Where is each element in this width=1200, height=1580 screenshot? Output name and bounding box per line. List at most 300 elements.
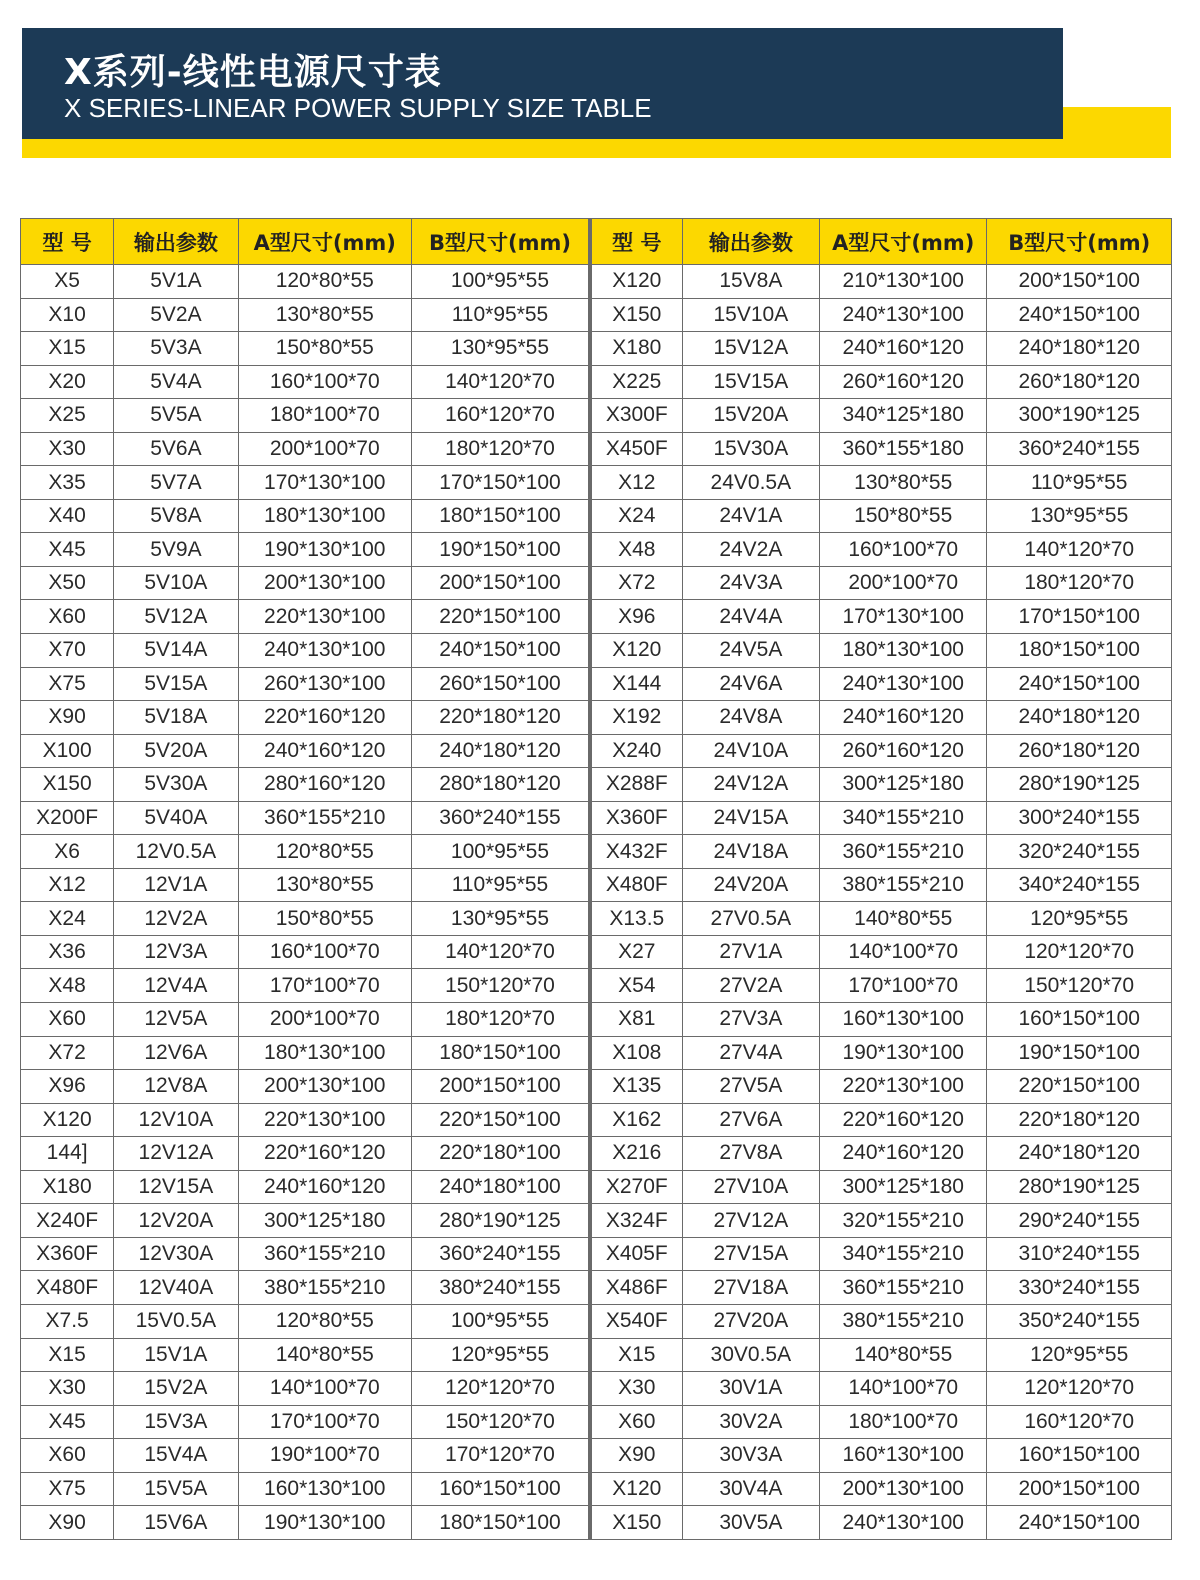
size-table — [20, 218, 1172, 1540]
table-row — [21, 1304, 1172, 1338]
model-cell: X60 — [21, 1003, 114, 1037]
model-cell: X96 — [21, 1070, 114, 1104]
a-size-cell: 180*100*70 — [238, 399, 411, 433]
b-size-cell: 110*95*55 — [987, 466, 1172, 500]
output-cell: 27V5A — [682, 1070, 819, 1104]
model-cell: X20 — [21, 365, 114, 399]
model-cell: X24 — [21, 902, 114, 936]
b-size-cell: 180*120*70 — [987, 566, 1172, 600]
output-cell: 12V5A — [114, 1003, 238, 1037]
table-row — [21, 566, 1172, 600]
output-cell: 5V1A — [114, 265, 238, 299]
model-cell: X450F — [590, 432, 682, 466]
output-cell: 27V3A — [682, 1003, 819, 1037]
page-title: X系列-线性电源尺寸表 — [64, 52, 442, 93]
output-cell: 5V15A — [114, 667, 238, 701]
output-cell: 27V15A — [682, 1237, 819, 1271]
a-size-cell: 240*160*120 — [820, 701, 987, 735]
b-size-cell: 240*150*100 — [987, 667, 1172, 701]
table-row — [21, 1137, 1172, 1171]
output-cell: 15V8A — [682, 265, 819, 299]
model-cell: X70 — [21, 634, 114, 668]
b-size-cell: 360*240*155 — [411, 801, 589, 835]
table-row — [21, 265, 1172, 299]
output-cell: 27V2A — [682, 969, 819, 1003]
b-size-cell: 150*120*70 — [411, 1405, 589, 1439]
b-size-cell: 220*180*100 — [411, 1137, 589, 1171]
a-size-cell: 340*155*210 — [820, 801, 987, 835]
output-cell: 5V6A — [114, 432, 238, 466]
model-cell: X300F — [590, 399, 682, 433]
model-cell: X60 — [21, 600, 114, 634]
a-size-cell: 320*155*210 — [820, 1204, 987, 1238]
a-size-cell: 200*130*100 — [820, 1472, 987, 1506]
output-cell: 27V0.5A — [682, 902, 819, 936]
table-row — [21, 768, 1172, 802]
model-cell: X150 — [590, 1506, 682, 1540]
output-cell: 24V15A — [682, 801, 819, 835]
b-size-cell: 220*150*100 — [987, 1070, 1172, 1104]
header-output-right: 输出参数 — [682, 219, 819, 265]
output-cell: 12V4A — [114, 969, 238, 1003]
output-cell: 15V15A — [682, 365, 819, 399]
output-cell: 5V14A — [114, 634, 238, 668]
b-size-cell: 240*180*120 — [987, 332, 1172, 366]
b-size-cell: 190*150*100 — [987, 1036, 1172, 1070]
b-size-cell: 320*240*155 — [987, 835, 1172, 869]
output-cell: 12V3A — [114, 935, 238, 969]
a-size-cell: 340*155*210 — [820, 1237, 987, 1271]
output-cell: 5V20A — [114, 734, 238, 768]
header-output: 输出参数 — [114, 219, 238, 265]
b-size-cell: 260*180*120 — [987, 365, 1172, 399]
model-cell: X15 — [21, 332, 114, 366]
output-cell: 5V30A — [114, 768, 238, 802]
table-row — [21, 734, 1172, 768]
b-size-cell: 280*190*125 — [987, 768, 1172, 802]
a-size-cell: 170*100*70 — [238, 969, 411, 1003]
model-cell: X162 — [590, 1103, 682, 1137]
a-size-cell: 160*100*70 — [820, 533, 987, 567]
model-cell: X192 — [590, 701, 682, 735]
model-cell: X30 — [590, 1372, 682, 1406]
output-cell: 24V3A — [682, 566, 819, 600]
output-cell: 27V8A — [682, 1137, 819, 1171]
model-cell: X200F — [21, 801, 114, 835]
table-row — [21, 600, 1172, 634]
table-row — [21, 1204, 1172, 1238]
a-size-cell: 280*160*120 — [238, 768, 411, 802]
a-size-cell: 140*80*55 — [820, 902, 987, 936]
output-cell: 12V0.5A — [114, 835, 238, 869]
a-size-cell: 130*80*55 — [238, 868, 411, 902]
output-cell: 24V2A — [682, 533, 819, 567]
output-cell: 27V4A — [682, 1036, 819, 1070]
a-size-cell: 180*100*70 — [820, 1405, 987, 1439]
table-row — [21, 1003, 1172, 1037]
model-cell: X360F — [21, 1237, 114, 1271]
model-cell: X486F — [590, 1271, 682, 1305]
a-size-cell: 190*130*100 — [820, 1036, 987, 1070]
b-size-cell: 180*150*100 — [411, 1036, 589, 1070]
table-row — [21, 1070, 1172, 1104]
b-size-cell: 220*150*100 — [411, 1103, 589, 1137]
output-cell: 27V18A — [682, 1271, 819, 1305]
model-cell: X30 — [21, 432, 114, 466]
b-size-cell: 180*150*100 — [411, 1506, 589, 1540]
model-cell: 144] — [21, 1137, 114, 1171]
output-cell: 30V0.5A — [682, 1338, 819, 1372]
a-size-cell: 360*155*210 — [820, 1271, 987, 1305]
output-cell: 5V9A — [114, 533, 238, 567]
table-row — [21, 801, 1172, 835]
output-cell: 30V1A — [682, 1372, 819, 1406]
a-size-cell: 380*155*210 — [820, 868, 987, 902]
model-cell: X45 — [21, 533, 114, 567]
output-cell: 12V8A — [114, 1070, 238, 1104]
model-cell: X120 — [21, 1103, 114, 1137]
table-row — [21, 533, 1172, 567]
b-size-cell: 140*120*70 — [987, 533, 1172, 567]
a-size-cell: 240*130*100 — [820, 667, 987, 701]
b-size-cell: 360*240*155 — [987, 432, 1172, 466]
table-row — [21, 298, 1172, 332]
b-size-cell: 100*95*55 — [411, 1304, 589, 1338]
model-cell: X135 — [590, 1070, 682, 1104]
output-cell: 30V4A — [682, 1472, 819, 1506]
a-size-cell: 260*160*120 — [820, 734, 987, 768]
b-size-cell: 130*95*55 — [411, 332, 589, 366]
b-size-cell: 240*150*100 — [987, 298, 1172, 332]
model-cell: X480F — [21, 1271, 114, 1305]
a-size-cell: 240*160*120 — [820, 332, 987, 366]
b-size-cell: 180*150*100 — [411, 499, 589, 533]
b-size-cell: 280*190*125 — [411, 1204, 589, 1238]
a-size-cell: 260*160*120 — [820, 365, 987, 399]
b-size-cell: 170*150*100 — [987, 600, 1172, 634]
b-size-cell: 160*150*100 — [411, 1472, 589, 1506]
model-cell: X120 — [590, 265, 682, 299]
header-b-size-right: B型尺寸(mm) — [987, 219, 1172, 265]
a-size-cell: 240*130*100 — [820, 298, 987, 332]
b-size-cell: 160*120*70 — [987, 1405, 1172, 1439]
output-cell: 12V12A — [114, 1137, 238, 1171]
a-size-cell: 360*155*210 — [820, 835, 987, 869]
model-cell: X5 — [21, 265, 114, 299]
b-size-cell: 330*240*155 — [987, 1271, 1172, 1305]
output-cell: 24V4A — [682, 600, 819, 634]
model-cell: X480F — [590, 868, 682, 902]
model-cell: X72 — [590, 566, 682, 600]
model-cell: X120 — [590, 634, 682, 668]
output-cell: 24V18A — [682, 835, 819, 869]
b-size-cell: 200*150*100 — [987, 265, 1172, 299]
a-size-cell: 160*100*70 — [238, 935, 411, 969]
b-size-cell: 200*150*100 — [411, 1070, 589, 1104]
b-size-cell: 380*240*155 — [411, 1271, 589, 1305]
b-size-cell: 110*95*55 — [411, 868, 589, 902]
output-cell: 5V10A — [114, 566, 238, 600]
a-size-cell: 240*130*100 — [820, 1506, 987, 1540]
table-row — [21, 1472, 1172, 1506]
b-size-cell: 160*150*100 — [987, 1439, 1172, 1473]
a-size-cell: 160*100*70 — [238, 365, 411, 399]
b-size-cell: 100*95*55 — [411, 835, 589, 869]
model-cell: X72 — [21, 1036, 114, 1070]
table-row — [21, 868, 1172, 902]
a-size-cell: 300*125*180 — [820, 1170, 987, 1204]
output-cell: 15V20A — [682, 399, 819, 433]
b-size-cell: 360*240*155 — [411, 1237, 589, 1271]
b-size-cell: 170*150*100 — [411, 466, 589, 500]
table-row — [21, 332, 1172, 366]
b-size-cell: 140*120*70 — [411, 365, 589, 399]
model-cell: X216 — [590, 1137, 682, 1171]
output-cell: 12V15A — [114, 1170, 238, 1204]
model-cell: X288F — [590, 768, 682, 802]
output-cell: 15V0.5A — [114, 1304, 238, 1338]
output-cell: 24V12A — [682, 768, 819, 802]
table-row — [21, 365, 1172, 399]
a-size-cell: 220*160*120 — [820, 1103, 987, 1137]
model-cell: X540F — [590, 1304, 682, 1338]
b-size-cell: 120*95*55 — [411, 1338, 589, 1372]
b-size-cell: 240*180*120 — [987, 701, 1172, 735]
a-size-cell: 120*80*55 — [238, 835, 411, 869]
model-cell: X7.5 — [21, 1304, 114, 1338]
output-cell: 5V5A — [114, 399, 238, 433]
output-cell: 27V1A — [682, 935, 819, 969]
b-size-cell: 190*150*100 — [411, 533, 589, 567]
table-row — [21, 499, 1172, 533]
table-row — [21, 835, 1172, 869]
b-size-cell: 170*120*70 — [411, 1439, 589, 1473]
model-cell: X120 — [590, 1472, 682, 1506]
header-model-right: 型 号 — [590, 219, 682, 265]
a-size-cell: 340*125*180 — [820, 399, 987, 433]
a-size-cell: 200*100*70 — [820, 566, 987, 600]
output-cell: 30V2A — [682, 1405, 819, 1439]
model-cell: X12 — [590, 466, 682, 500]
a-size-cell: 190*130*100 — [238, 1506, 411, 1540]
b-size-cell: 120*95*55 — [987, 1338, 1172, 1372]
b-size-cell: 340*240*155 — [987, 868, 1172, 902]
model-cell: X150 — [590, 298, 682, 332]
a-size-cell: 380*155*210 — [820, 1304, 987, 1338]
a-size-cell: 150*80*55 — [238, 902, 411, 936]
a-size-cell: 210*130*100 — [820, 265, 987, 299]
output-cell: 12V2A — [114, 902, 238, 936]
b-size-cell: 200*150*100 — [411, 566, 589, 600]
b-size-cell: 280*190*125 — [987, 1170, 1172, 1204]
header-b-size: B型尺寸(mm) — [411, 219, 589, 265]
table-row — [21, 667, 1172, 701]
a-size-cell: 140*80*55 — [820, 1338, 987, 1372]
b-size-cell: 260*150*100 — [411, 667, 589, 701]
model-cell: X240 — [590, 734, 682, 768]
table-row — [21, 432, 1172, 466]
a-size-cell: 170*130*100 — [238, 466, 411, 500]
model-cell: X324F — [590, 1204, 682, 1238]
output-cell: 24V5A — [682, 634, 819, 668]
b-size-cell: 180*150*100 — [987, 634, 1172, 668]
b-size-cell: 130*95*55 — [411, 902, 589, 936]
output-cell: 15V2A — [114, 1372, 238, 1406]
a-size-cell: 220*130*100 — [238, 1103, 411, 1137]
b-size-cell: 220*180*120 — [411, 701, 589, 735]
output-cell: 12V1A — [114, 868, 238, 902]
model-cell: X13.5 — [590, 902, 682, 936]
a-size-cell: 260*130*100 — [238, 667, 411, 701]
b-size-cell: 310*240*155 — [987, 1237, 1172, 1271]
output-cell: 5V40A — [114, 801, 238, 835]
output-cell: 30V3A — [682, 1439, 819, 1473]
a-size-cell: 360*155*210 — [238, 1237, 411, 1271]
a-size-cell: 140*100*70 — [820, 1372, 987, 1406]
output-cell: 5V18A — [114, 701, 238, 735]
b-size-cell: 150*120*70 — [987, 969, 1172, 1003]
b-size-cell: 100*95*55 — [411, 265, 589, 299]
a-size-cell: 200*100*70 — [238, 1003, 411, 1037]
model-cell: X35 — [21, 466, 114, 500]
model-cell: X24 — [590, 499, 682, 533]
a-size-cell: 150*80*55 — [820, 499, 987, 533]
b-size-cell: 120*95*55 — [987, 902, 1172, 936]
b-size-cell: 220*180*120 — [987, 1103, 1172, 1137]
model-cell: X10 — [21, 298, 114, 332]
b-size-cell: 240*180*120 — [411, 734, 589, 768]
table-row — [21, 969, 1172, 1003]
output-cell: 15V6A — [114, 1506, 238, 1540]
output-cell: 24V0.5A — [682, 466, 819, 500]
model-cell: X180 — [21, 1170, 114, 1204]
a-size-cell: 240*160*120 — [238, 734, 411, 768]
output-cell: 24V20A — [682, 868, 819, 902]
model-cell: X144 — [590, 667, 682, 701]
output-cell: 5V12A — [114, 600, 238, 634]
table-row — [21, 701, 1172, 735]
output-cell: 24V1A — [682, 499, 819, 533]
output-cell: 5V7A — [114, 466, 238, 500]
a-size-cell: 220*160*120 — [238, 1137, 411, 1171]
b-size-cell: 110*95*55 — [411, 298, 589, 332]
a-size-cell: 170*130*100 — [820, 600, 987, 634]
a-size-cell: 300*125*180 — [238, 1204, 411, 1238]
b-size-cell: 260*180*120 — [987, 734, 1172, 768]
b-size-cell: 160*150*100 — [987, 1003, 1172, 1037]
b-size-cell: 240*150*100 — [411, 634, 589, 668]
a-size-cell: 240*160*120 — [820, 1137, 987, 1171]
table-row — [21, 1439, 1172, 1473]
output-cell: 24V8A — [682, 701, 819, 735]
a-size-cell: 200*100*70 — [238, 432, 411, 466]
a-size-cell: 300*125*180 — [820, 768, 987, 802]
output-cell: 15V10A — [682, 298, 819, 332]
page-subtitle: X SERIES-LINEAR POWER SUPPLY SIZE TABLE — [64, 93, 652, 123]
a-size-cell: 130*80*55 — [820, 466, 987, 500]
b-size-cell: 300*190*125 — [987, 399, 1172, 433]
output-cell: 5V2A — [114, 298, 238, 332]
table-header-row — [21, 219, 1172, 265]
model-cell: X15 — [590, 1338, 682, 1372]
model-cell: X150 — [21, 768, 114, 802]
model-cell: X75 — [21, 1472, 114, 1506]
output-cell: 15V30A — [682, 432, 819, 466]
a-size-cell: 240*160*120 — [238, 1170, 411, 1204]
model-cell: X75 — [21, 667, 114, 701]
table-row — [21, 1036, 1172, 1070]
a-size-cell: 170*100*70 — [820, 969, 987, 1003]
table-row — [21, 399, 1172, 433]
a-size-cell: 130*80*55 — [238, 298, 411, 332]
a-size-cell: 200*130*100 — [238, 566, 411, 600]
a-size-cell: 360*155*180 — [820, 432, 987, 466]
model-cell: X96 — [590, 600, 682, 634]
b-size-cell: 300*240*155 — [987, 801, 1172, 835]
table-row — [21, 634, 1172, 668]
a-size-cell: 140*100*70 — [820, 935, 987, 969]
table-row — [21, 1271, 1172, 1305]
a-size-cell: 190*130*100 — [238, 533, 411, 567]
a-size-cell: 220*130*100 — [238, 600, 411, 634]
b-size-cell: 240*180*100 — [411, 1170, 589, 1204]
model-cell: X60 — [21, 1439, 114, 1473]
table-row — [21, 1103, 1172, 1137]
b-size-cell: 290*240*155 — [987, 1204, 1172, 1238]
output-cell: 15V5A — [114, 1472, 238, 1506]
header-a-size: A型尺寸(mm) — [238, 219, 411, 265]
output-cell: 12V30A — [114, 1237, 238, 1271]
output-cell: 5V3A — [114, 332, 238, 366]
b-size-cell: 220*150*100 — [411, 600, 589, 634]
model-cell: X90 — [590, 1439, 682, 1473]
a-size-cell: 120*80*55 — [238, 265, 411, 299]
a-size-cell: 160*130*100 — [238, 1472, 411, 1506]
model-cell: X180 — [590, 332, 682, 366]
a-size-cell: 160*130*100 — [820, 1439, 987, 1473]
a-size-cell: 240*130*100 — [238, 634, 411, 668]
a-size-cell: 220*130*100 — [820, 1070, 987, 1104]
model-cell: X54 — [590, 969, 682, 1003]
output-cell: 12V40A — [114, 1271, 238, 1305]
output-cell: 15V12A — [682, 332, 819, 366]
model-cell: X36 — [21, 935, 114, 969]
table-row — [21, 1372, 1172, 1406]
output-cell: 12V6A — [114, 1036, 238, 1070]
output-cell: 30V5A — [682, 1506, 819, 1540]
b-size-cell: 150*120*70 — [411, 969, 589, 1003]
a-size-cell: 180*130*100 — [238, 1036, 411, 1070]
table-row — [21, 1405, 1172, 1439]
model-cell: X360F — [590, 801, 682, 835]
table-row — [21, 1506, 1172, 1540]
model-cell: X48 — [21, 969, 114, 1003]
output-cell: 15V4A — [114, 1439, 238, 1473]
output-cell: 24V6A — [682, 667, 819, 701]
model-cell: X100 — [21, 734, 114, 768]
a-size-cell: 170*100*70 — [238, 1405, 411, 1439]
output-cell: 27V10A — [682, 1170, 819, 1204]
model-cell: X12 — [21, 868, 114, 902]
output-cell: 27V12A — [682, 1204, 819, 1238]
output-cell: 27V6A — [682, 1103, 819, 1137]
model-cell: X90 — [21, 1506, 114, 1540]
header-model: 型 号 — [21, 219, 114, 265]
model-cell: X25 — [21, 399, 114, 433]
b-size-cell: 350*240*155 — [987, 1304, 1172, 1338]
a-size-cell: 150*80*55 — [238, 332, 411, 366]
a-size-cell: 180*130*100 — [238, 499, 411, 533]
